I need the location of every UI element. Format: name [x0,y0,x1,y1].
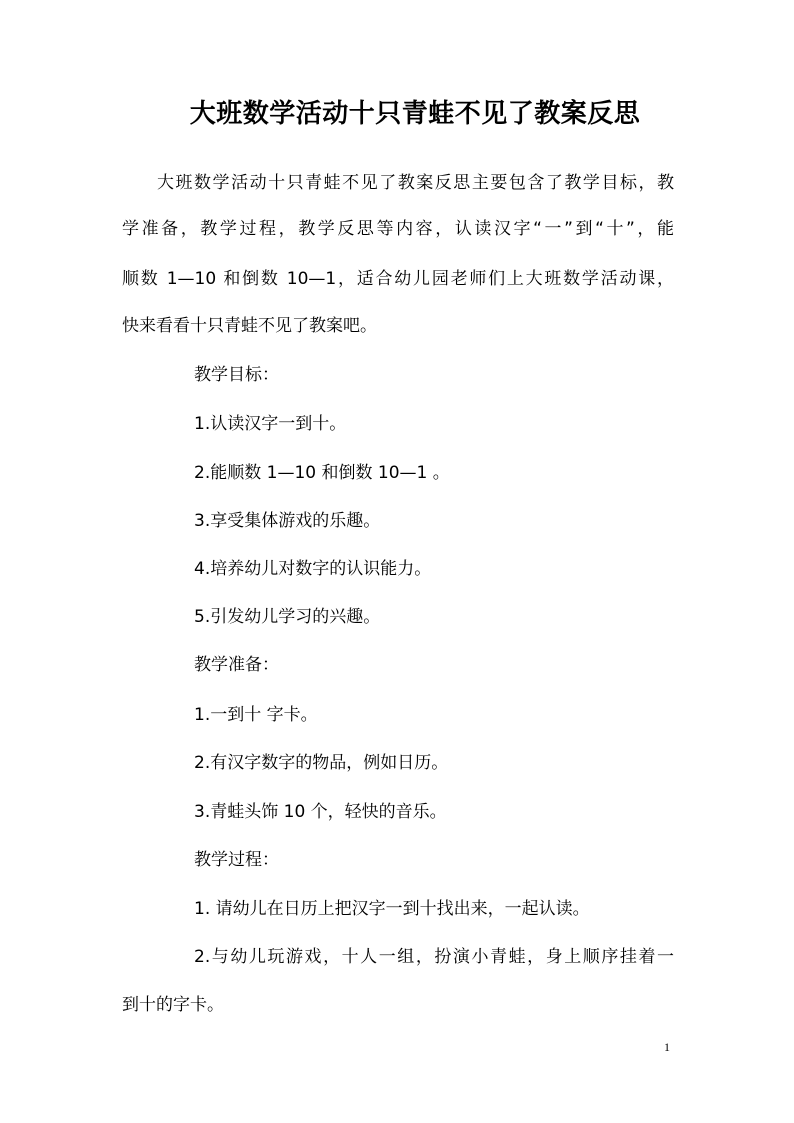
process-item-1: 1. 请幼儿在日历上把汉字一到十找出来，一起认读。 [194,899,590,919]
document-title: 大班数学活动十只青蛙不见了教案反思 [189,99,641,129]
goal-item-3: 3.享受集体游戏的乐趣。 [194,511,381,531]
prep-heading: 教学准备： [194,655,279,675]
prep-item-3: 3.青蛙头饰 10 个，轻快的音乐。 [194,802,447,822]
intro-line-2: 学准备，教学过程，教学反思等内容，认读汉字“一”到“十”，能 [122,219,674,239]
process-item-2-line-2: 到十的字卡。 [122,995,224,1015]
goal-item-4: 4.培养幼儿对数字的认识能力。 [194,559,432,579]
process-heading: 教学过程： [194,850,279,870]
goal-item-2: 2.能顺数 1—10 和倒数 10—1 。 [194,463,450,483]
goal-item-5: 5.引发幼儿学习的兴趣。 [194,607,381,627]
prep-item-2: 2.有汉字数字的物品，例如日历。 [194,753,449,773]
process-item-2-line-1: 2.与幼儿玩游戏，十人一组，扮演小青蛙，身上顺序挂着一 [194,947,674,967]
page-number: 1 [664,1040,670,1054]
goal-item-1: 1.认读汉字一到十。 [194,414,347,434]
intro-line-3: 顺数 1—10 和倒数 10—1，适合幼儿园老师们上大班数学活动课， [122,269,674,289]
intro-line-4: 快来看看十只青蛙不见了教案吧。 [122,316,377,336]
prep-item-1: 1.一到十 字卡。 [194,705,318,725]
goals-heading: 教学目标： [194,365,279,385]
intro-line-1: 大班数学活动十只青蛙不见了教案反思主要包含了教学目标，教 [157,173,674,193]
